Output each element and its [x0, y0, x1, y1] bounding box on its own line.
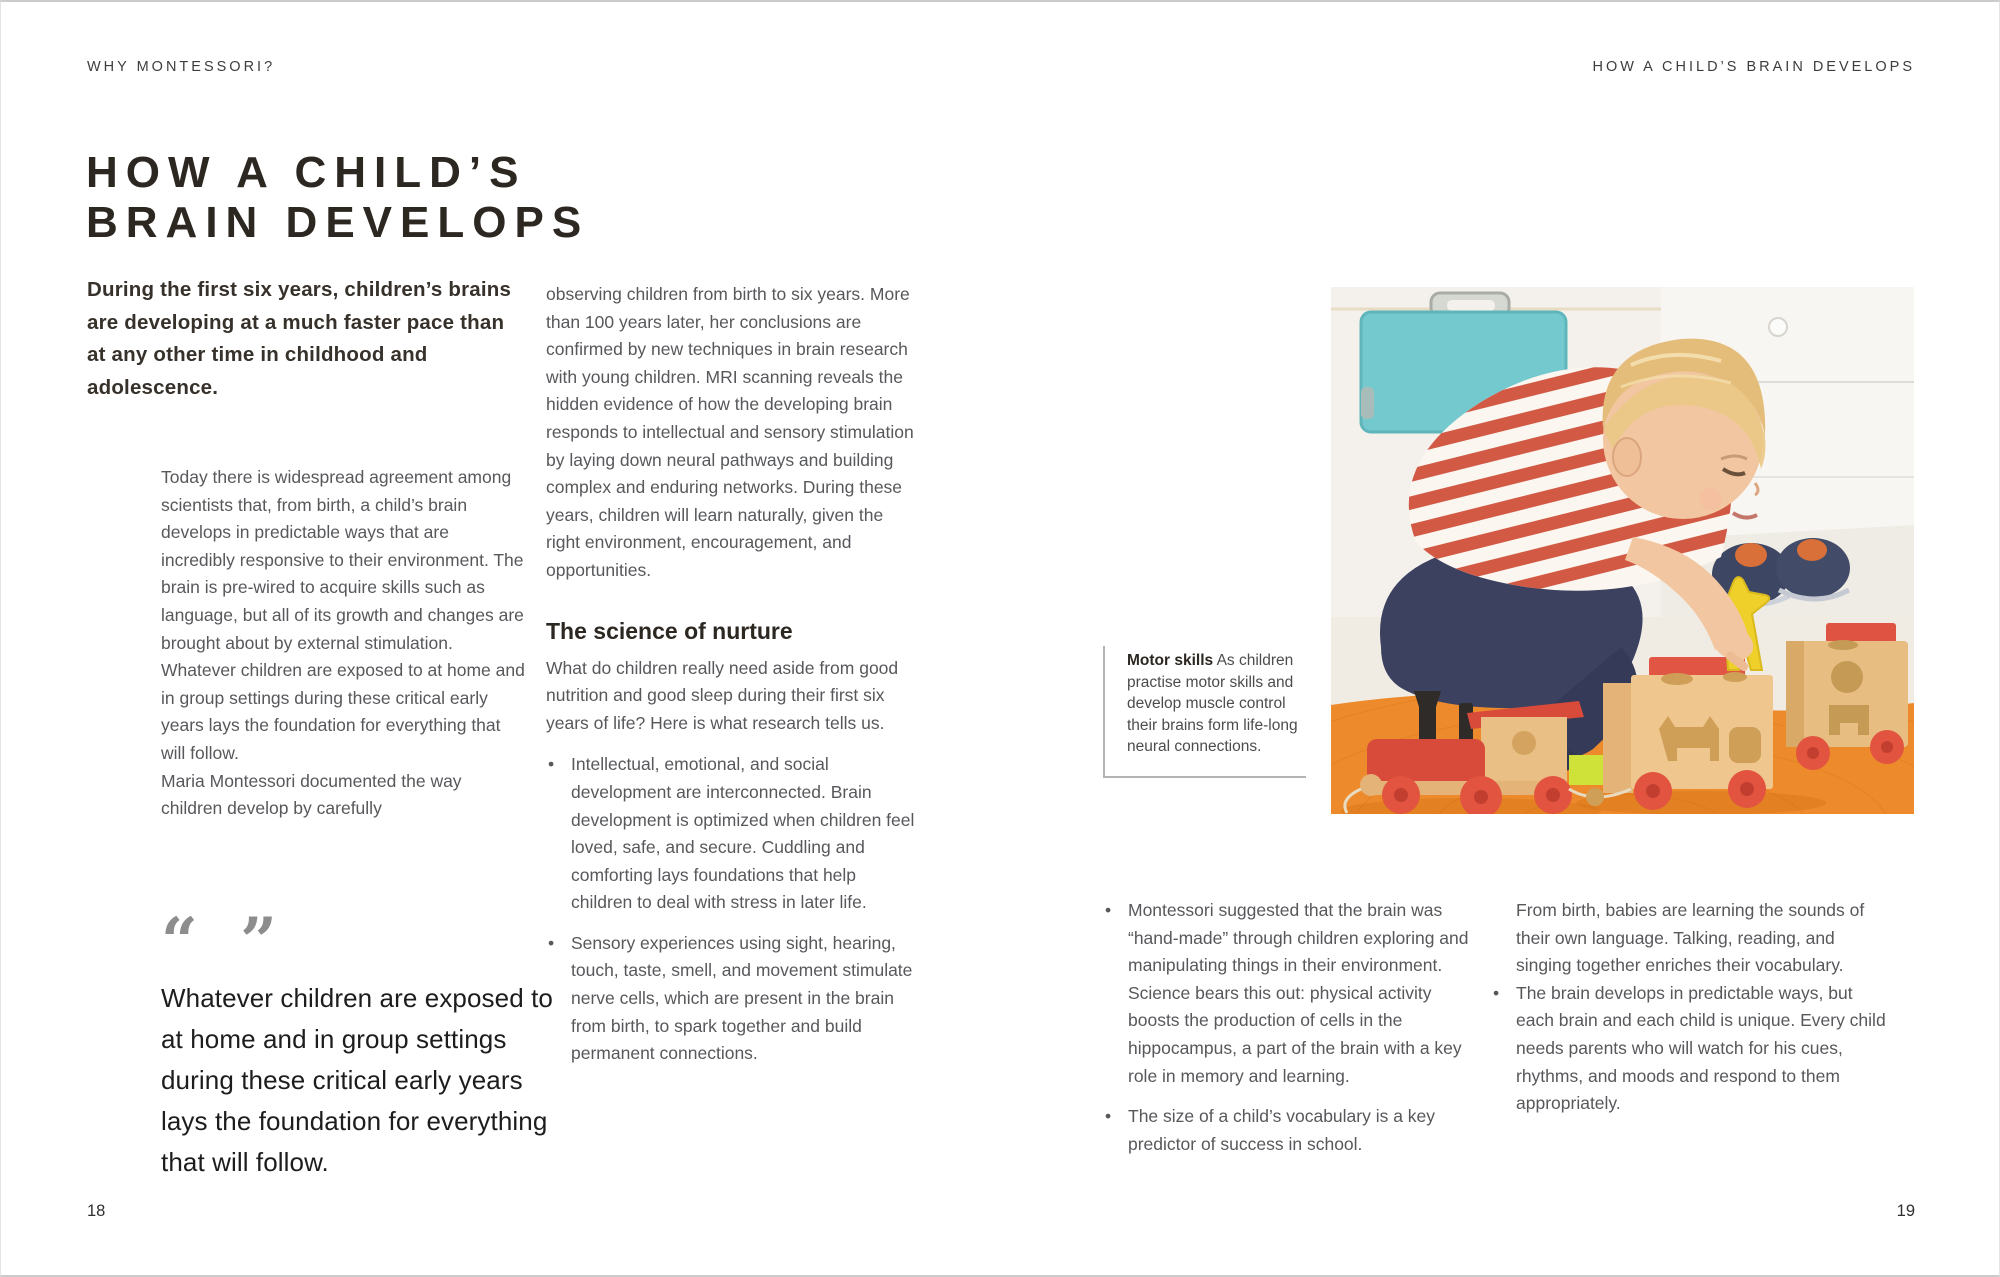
left-column-1 — [161, 464, 527, 823]
head — [1603, 339, 1766, 519]
bullet-item — [1103, 897, 1481, 1090]
page-number-right: 19 — [1896, 1202, 1915, 1220]
quote-open-icon: “ — [161, 904, 198, 979]
running-head-right: HOW A CHILD’S BRAIN DEVELOPS — [1592, 59, 1915, 75]
bullet-list — [1103, 897, 1481, 1158]
bullet-text: The brain develops in predictable ways, but each brain and each child is unique. Every child needs parents who will watch for his cues, rhythms, and moods and respond to them appropriately. — [1516, 982, 1886, 1114]
bullet-text: Sensory experiences using sight, hearing, touch, taste, smell, and movement stimulate nerve cells, which are present in the brain from birth, to spark together and build permanent connections. — [571, 932, 913, 1064]
bullet-text: Montessori suggested that the brain was “hand-made” through children exploring and manipulating things in their environment. Science bears this out: physical activity boosts the production of cells in the hippocampus, a part of the brain with a key role in memory and learning. — [1128, 900, 1469, 1086]
pull-quote — [161, 904, 563, 1183]
running-head-left: WHY MONTESSORI? — [87, 59, 276, 75]
bullet-item — [546, 930, 916, 1068]
bullet-item — [546, 751, 916, 917]
bullet-icon: • — [1105, 900, 1112, 920]
page-number-left: 18 — [87, 1202, 106, 1220]
bullet-text: The size of a child’s vocabulary is a key predictor of success in school. — [1128, 1106, 1436, 1154]
bullet-text: Intellectual, emotional, and social development are interconnected. Brain development is optimized when children feel loved, safe, and secure. Cuddling and comforting lays foundations that help children to deal with stress in later life. — [571, 754, 915, 913]
photo-caption — [1103, 646, 1306, 778]
photo-illustration — [1331, 287, 1914, 814]
intro-paragraph: During the first six years, children’s brains are developing at a much faster pace than at any other time in childhood and adolescence. — [87, 278, 512, 399]
quote-marks-icon — [161, 904, 563, 979]
paragraph: Today there is widespread agreement among scientists that, from birth, a child’s brain develops in predictable ways that are incredibly responsive to their environment. The brain is pre-wired to acquire skills such as language, but all of its growth and changes are brought about by external stimulation. Whatever children are exposed to at home and in group settings during these critical early years lays the foundation for everything that will follow. — [161, 467, 525, 763]
bullet-list — [1491, 980, 1887, 1118]
right-column-2 — [1491, 897, 1887, 1118]
bullet-list — [546, 751, 916, 1068]
page-title-line2: BRAIN DEVELOPS — [86, 198, 590, 247]
bullet-item — [1491, 980, 1887, 1118]
pull-quote-text: Whatever children are exposed to at home and in group settings during these critical early years lays the foundation for everything that will follow. — [161, 983, 553, 1177]
right-column-1 — [1103, 897, 1481, 1158]
bullet-item — [1103, 1103, 1481, 1158]
photo-toddler-train — [1331, 287, 1914, 814]
bullet-icon: • — [548, 754, 555, 775]
bullet-icon: • — [1493, 982, 1500, 1003]
left-column-2 — [546, 281, 916, 1068]
paragraph: From birth, babies are learning the sounds of their own language. Talking, reading, and singing together enriches their vocabulary. — [1516, 900, 1865, 976]
bullet-icon: • — [548, 932, 555, 953]
quote-close-icon: ” — [240, 904, 277, 979]
page-title-line1: HOW A CHILD’S — [86, 148, 527, 197]
paragraph: observing children from birth to six years. More than 100 years later, her conclusions are confirmed by new techniques in brain research with young children. MRI scanning reveals the hidden evidence of how the developing brain responds to intellectual and sensory stimulation by laying down neural pathways and building complex and enduring networks. During these years, children will learn naturally, given the right environment, encouragement, and opportunities. — [546, 284, 914, 580]
paragraph: What do children really need aside from good nutrition and good sleep during their first six years of life? Here is what research tells us. — [546, 657, 899, 733]
bullet-icon: • — [1105, 1106, 1112, 1127]
cabinet-knob — [1769, 318, 1787, 336]
section-heading: The science of nurture — [546, 617, 793, 644]
page-title — [86, 148, 589, 248]
caption-text: As children practise motor skills and develop muscle control their brains form life-long neural connections. — [1127, 652, 1298, 755]
paragraph: Maria Montessori documented the way children develop by carefully — [161, 770, 462, 819]
caption-lead: Motor skills — [1127, 652, 1214, 669]
